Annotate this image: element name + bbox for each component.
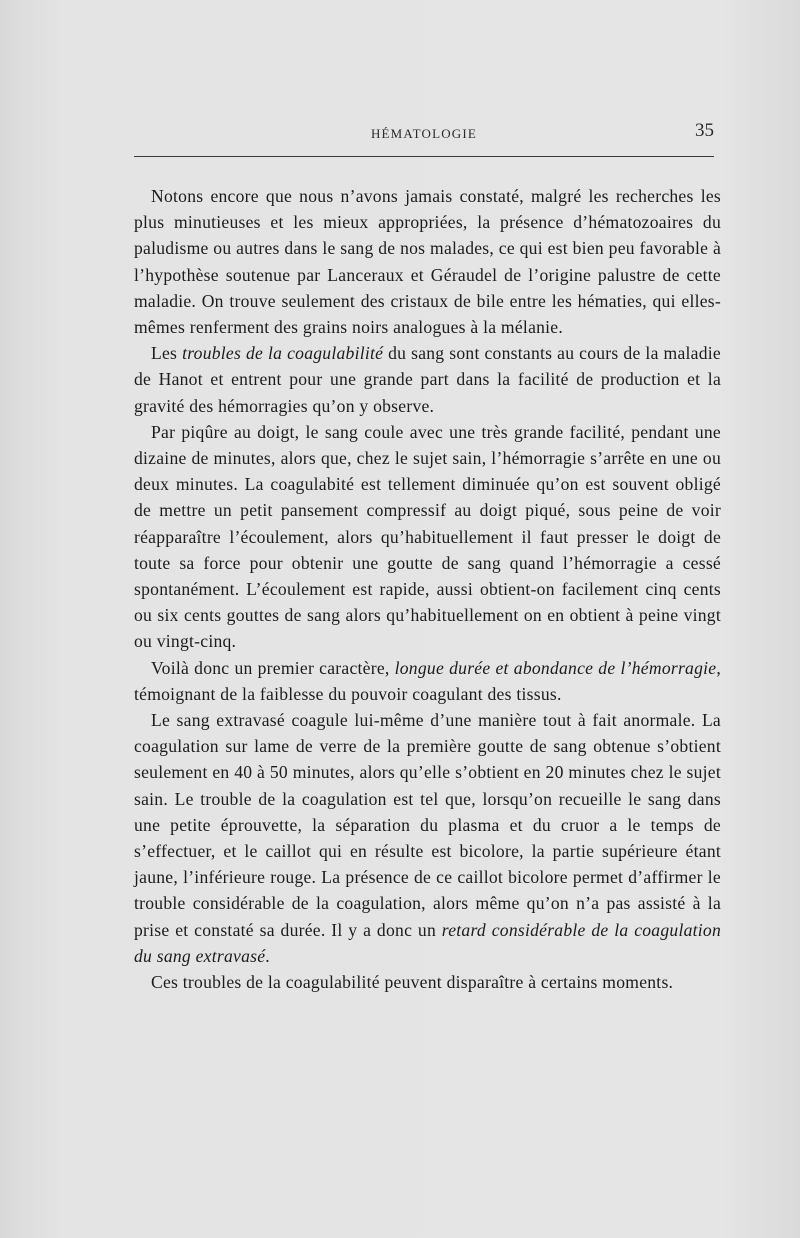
text-run: Le sang extravasé coagule lui-même d’une manière tout à fait anormale. La coagulation sur lame de verre de la première goutte de sang obtenue s’obtient seulement en 40 à 50 minutes, alors qu’elle s’obtient en 20 minutes chez le sujet sain. Le trouble de la coagulation est tel que, lorsqu’on recueille le sang dans une petite éprouvette, la séparation du plasma et du cruor a le temps de s’effectuer, et le caillot qui en résulte est bicolore, la partie supérieure étant jaune, l’inférieure rouge. La présence de ce caillot bicolore permet d’affirmer le trouble considérable de la coagulation, alors même qu’on n’a pas assisté à la prise et constaté sa durée. Il y a donc un (134, 710, 721, 940)
page-header (134, 118, 714, 148)
paragraph (134, 340, 721, 419)
paragraph: Ces troubles de la coagulabilité peuvent disparaître à certains moments. (151, 972, 674, 993)
text-run: Voilà donc un premier caractère, (151, 657, 395, 678)
running-title: HÉMATOLOGIE (370, 126, 478, 141)
header-rule (134, 156, 714, 157)
paragraph: Par piqûre au doigt, le sang coule avec une très grande facilité, pendant une dizaine de minutes, alors que, chez le sujet sain, l’hémorragie s’arrête en une ou deux minutes. La coagulabité est tellement diminuée qu’on est souvent obligé de mettre un petit pansement compressif au doigt piqué, sous peine de voir réapparaître l’écoulement, alors qu’habituellement il faut presser le doigt de toute sa force pour obtenir une goutte de sang quand l’hémorragie a cessé spontanément. L’écoulement est rapide, aussi obtient-on facilement cinq cents ou six cents gouttes de sang alors qu’habituellement on en obtient à peine vingt ou vingt-cinq. (134, 421, 721, 652)
text-run: du sang sont constants au cours de la maladie de Hanot et entrent pour une grande part dans la facilité de production et la gravité des hémorragies qu’on y observe. (134, 343, 721, 416)
italic-run: longue durée et abondance de l’hémorragie (394, 657, 717, 678)
text-run: . (265, 945, 270, 966)
page-number: 35 (695, 120, 714, 141)
italic-run: troubles de la coagulabilité (182, 343, 384, 364)
body-text (134, 183, 721, 995)
paragraph: Notons encore que nous n’avons jamais constaté, malgré les recherches les plus minutieuses et les mieux appropriées, la présence d’hématozoaires du paludisme ou autres dans le sang de nos malades, ce qui est bien peu favorable à l’hypothèse soutenue par Lanceraux et Géraudel de l’origine palustre de cette maladie. On trouve seulement des cristaux de bile entre les hématies, qui elles-mêmes renferment des grains noirs analogues à la mélanie. (134, 186, 721, 338)
italic-run: retard considérable de la coagulation du sang extravasé (134, 919, 721, 966)
paragraph (134, 655, 721, 707)
text-run: Les (151, 343, 183, 364)
paragraph (134, 707, 721, 969)
text-run: , témoignant de la faiblesse du pouvoir coagulant des tissus. (134, 657, 722, 704)
